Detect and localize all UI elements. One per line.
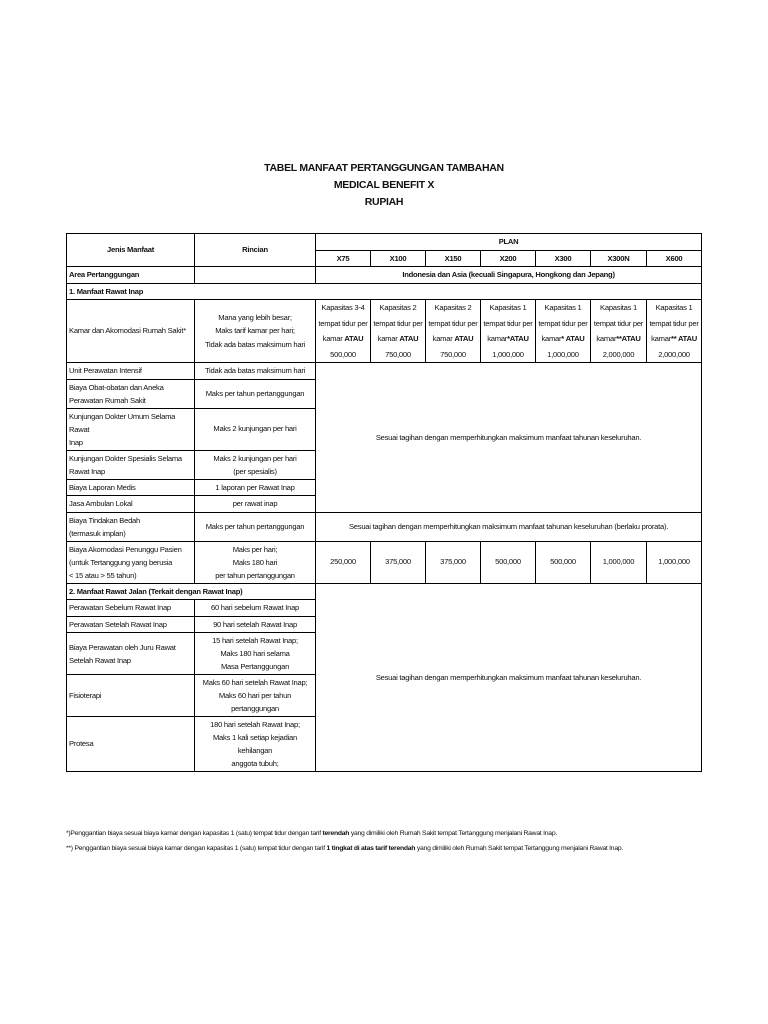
room-capacity-cell: Kapasitas 1 tempat tidur per kamar* ATAU 1,000,000 xyxy=(536,300,591,363)
footnote-2: **) Penggantian biaya sesuai biaya kamar dengan kapasitas 1 (satu) tempat tidur dengan tarif 1 tingkat di atas tarif terendah yang dimiliki oleh Rumah Sakit tempat Tertanggung menjalani Rawat Inap. xyxy=(66,845,624,852)
plan-value: 1,000,000 xyxy=(647,541,702,583)
row-detail: Maks 60 hari setelah Rawat Inap; Maks 60 hari per tahun pertanggungan xyxy=(195,675,316,717)
footnote-1: *)Penggantian biaya sesuai biaya kamar dengan kapasitas 1 (satu) tempat tidur dengan tarif terendah yang dimiliki oleh Rumah Sakit tempat Tertanggung menjalani Rawat Inap. xyxy=(66,830,558,837)
row-name: Jasa Ambulan Lokal xyxy=(67,496,195,513)
plan-header: X200 xyxy=(481,250,536,267)
row-name: Unit Perawatan Intensif xyxy=(67,363,195,380)
row-name: Protesa xyxy=(67,717,195,772)
title-line-1: TABEL MANFAAT PERTANGGUNGAN TAMBAHAN xyxy=(264,162,504,174)
row-detail: 180 hari setelah Rawat Inap; Maks 1 kali setiap kejadian kehilangan anggota tubuh; xyxy=(195,717,316,772)
row-detail: 15 hari setelah Rawat Inap; Maks 180 hari selama Masa Pertanggungan xyxy=(195,633,316,675)
title-line-2: MEDICAL BENEFIT X xyxy=(333,179,435,191)
plan-value: 500,000 xyxy=(481,541,536,583)
section2-title: 2. Manfaat Rawat Jalan (Terkait dengan Rawat Inap) xyxy=(67,583,316,600)
row-detail: Mana yang lebih besar; Maks tarif kamar per hari; Tidak ada batas maksimum hari xyxy=(195,300,316,363)
section-title-row xyxy=(67,583,702,600)
plan-header: X75 xyxy=(316,250,371,267)
area-label: Area Pertanggungan xyxy=(67,267,195,284)
row-name: Biaya Tindakan Bedah (termasuk implan) xyxy=(67,512,195,541)
header-plan: PLAN xyxy=(316,234,702,251)
area-empty xyxy=(195,267,316,284)
row-detail: Maks per tahun pertanggungan xyxy=(195,512,316,541)
row-detail: 60 hari sebelum Rawat Inap xyxy=(195,600,316,617)
plan-value: 250,000 xyxy=(316,541,371,583)
merged-note: Sesuai tagihan dengan memperhitungkan maksimum manfaat tahunan keseluruhan. xyxy=(316,363,702,513)
plan-value: 500,000 xyxy=(536,541,591,583)
plan-header: X600 xyxy=(647,250,702,267)
room-capacity-cell: Kapasitas 2 tempat tidur per kamar ATAU 750,000 xyxy=(371,300,426,363)
table-row xyxy=(67,541,702,583)
room-capacity-cell: Kapasitas 1 tempat tidur per kamar**ATAU 2,000,000 xyxy=(591,300,647,363)
row-name: Biaya Obat-obatan dan Aneka Perawatan Rumah Sakit xyxy=(67,379,195,408)
surgery-note: Sesuai tagihan dengan memperhitungkan maksimum manfaat tahunan keseluruhan (berlaku prorata). xyxy=(316,512,702,541)
room-capacity-cell: Kapasitas 2 tempat tidur per kamar ATAU 750,000 xyxy=(426,300,481,363)
row-detail: Maks per hari; Maks 180 hari per tahun pertanggungan xyxy=(195,541,316,583)
plan-header: X150 xyxy=(426,250,481,267)
table-row xyxy=(67,363,702,380)
title-line-3: RUPIAH xyxy=(364,196,404,208)
page-title xyxy=(0,160,768,211)
benefit-table xyxy=(66,233,702,772)
footnotes xyxy=(66,826,706,856)
plan-value: 375,000 xyxy=(426,541,481,583)
merged-note: Sesuai tagihan dengan memperhitungkan maksimum manfaat tahunan keseluruhan. xyxy=(316,583,702,772)
room-capacity-cell: Kapasitas 1 tempat tidur per kamar** ATAU 2,000,000 xyxy=(647,300,702,363)
row-name: Fisioterapi xyxy=(67,675,195,717)
row-detail: per rawat inap xyxy=(195,496,316,513)
plan-header: X300N xyxy=(591,250,647,267)
area-value: Indonesia dan Asia (kecuali Singapura, Hongkong dan Jepang) xyxy=(316,267,702,284)
row-name: Biaya Laporan Medis xyxy=(67,479,195,496)
area-row xyxy=(67,267,702,284)
row-name: Perawatan Sebelum Rawat Inap xyxy=(67,600,195,617)
row-detail: Maks 2 kunjungan per hari xyxy=(195,408,316,450)
section1-title: 1. Manfaat Rawat Inap xyxy=(67,283,702,300)
section-title-row xyxy=(67,283,702,300)
table-row xyxy=(67,300,702,363)
row-detail: 90 hari setelah Rawat Inap xyxy=(195,616,316,633)
row-name: Kunjungan Dokter Spesialis Selama Rawat Inap xyxy=(67,450,195,479)
row-name: Biaya Perawatan oleh Juru Rawat Setelah Rawat Inap xyxy=(67,633,195,675)
row-detail: 1 laporan per Rawat Inap xyxy=(195,479,316,496)
row-name: Perawatan Setelah Rawat Inap xyxy=(67,616,195,633)
plan-value: 1,000,000 xyxy=(591,541,647,583)
header-row-plan xyxy=(67,234,702,251)
plan-value: 375,000 xyxy=(371,541,426,583)
plan-header: X100 xyxy=(371,250,426,267)
row-name: Kamar dan Akomodasi Rumah Sakit* xyxy=(67,300,195,363)
header-jenis-manfaat: Jenis Manfaat xyxy=(67,234,195,267)
row-name: Kunjungan Dokter Umum Selama Rawat Inap xyxy=(67,408,195,450)
row-detail: Maks 2 kunjungan per hari (per spesialis) xyxy=(195,450,316,479)
plan-header: X300 xyxy=(536,250,591,267)
room-capacity-cell: Kapasitas 1 tempat tidur per kamar*ATAU 1,000,000 xyxy=(481,300,536,363)
row-name: Biaya Akomodasi Penunggu Pasien (untuk Tertanggung yang berusia < 15 atau > 55 tahun) xyxy=(67,541,195,583)
header-rincian: Rincian xyxy=(195,234,316,267)
table-row xyxy=(67,512,702,541)
room-capacity-cell: Kapasitas 3-4 tempat tidur per kamar ATAU 500,000 xyxy=(316,300,371,363)
row-detail: Tidak ada batas maksimum hari xyxy=(195,363,316,380)
row-detail: Maks per tahun pertanggungan xyxy=(195,379,316,408)
